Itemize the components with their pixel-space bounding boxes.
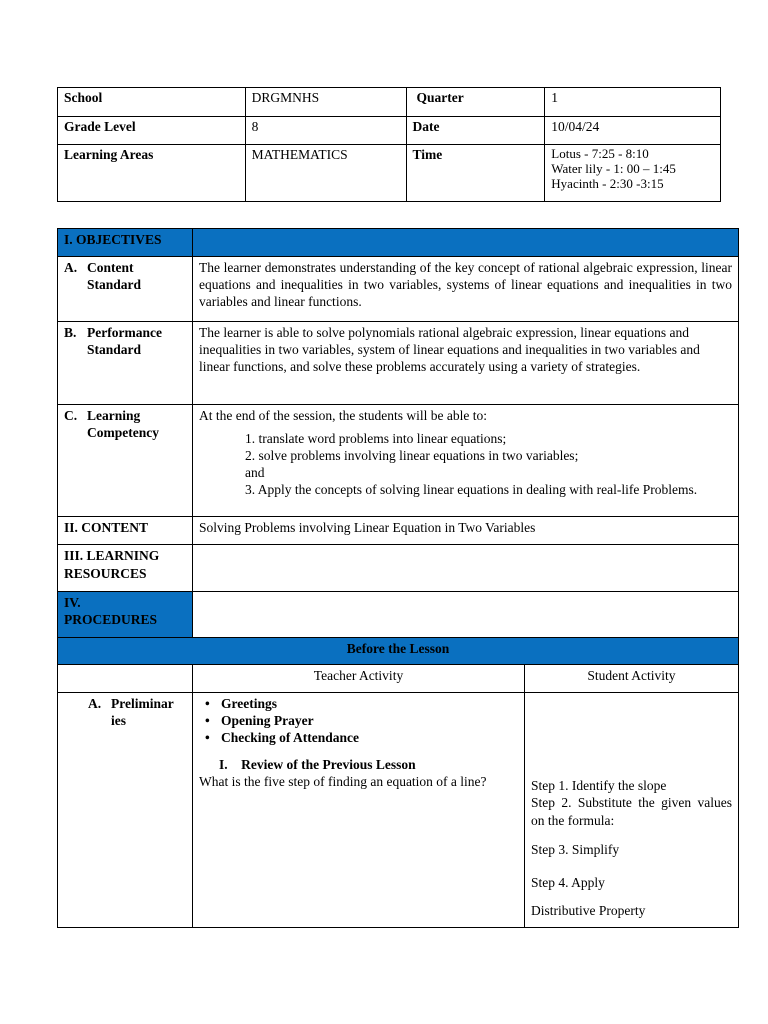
review-question: What is the five step of finding an equation of a line? (199, 774, 487, 789)
preliminaries-label: A. Preliminar ies (58, 693, 193, 928)
performance-standard-label: B. Performance Standard (58, 322, 193, 405)
objectives-heading: I. OBJECTIVES (58, 229, 193, 257)
competency-list (199, 430, 732, 498)
grade-level-value: 8 (245, 117, 406, 145)
step-1: Step 1. Identify the slope (531, 778, 667, 793)
step-4: Step 4. Apply Distributive Property (531, 875, 646, 918)
quarter-value: 1 (545, 88, 721, 117)
content-standard-text: The learner demonstrates understanding of the key concept of rational algebraic expression, linear equations and inequalities in two variables, systems of linear equations and inequalities in two variables and linear functions. (193, 257, 739, 322)
learning-resources-heading: III. LEARNING RESOURCES (58, 545, 193, 592)
procedures-cell (193, 592, 739, 638)
time-label: Time (406, 145, 545, 202)
competency-item-2: 2. solve problems involving linear equations in two variables; (245, 448, 579, 463)
time-line-water-lily: Water lily - 1: 00 – 1:45 (551, 161, 676, 176)
step-3: Step 3. Simplify (531, 842, 620, 857)
learning-competency-text (193, 405, 739, 517)
teacher-activity-header: Teacher Activity (193, 665, 525, 693)
time-line-lotus: Lotus - 7:25 - 8:10 (551, 146, 649, 161)
header-info-table (57, 87, 721, 202)
content-standard-label: A. Content Standard (58, 257, 193, 322)
learning-areas-label: Learning Areas (58, 145, 246, 202)
lesson-plan-table (57, 228, 739, 928)
time-schedule (545, 145, 721, 202)
student-activity-cell (525, 693, 739, 928)
content-text: Solving Problems involving Linear Equation in Two Variables (193, 517, 739, 545)
date-value: 10/04/24 (545, 117, 721, 145)
step-2: Step 2. Substitute the given values on the formula: (531, 795, 732, 828)
student-activity-header: Student Activity (525, 665, 739, 693)
bullet-greetings: • Greetings (221, 695, 518, 712)
teacher-activity-cell (193, 693, 525, 928)
bullet-opening-prayer: • Opening Prayer (221, 712, 518, 729)
competency-intro: At the end of the session, the students will be able to: (199, 408, 487, 423)
learning-competency-label: C. Learning Competency (58, 405, 193, 517)
date-label: Date (406, 117, 545, 145)
performance-standard-text: The learner is able to solve polynomials rational algebraic expression, linear equations and inequalities in two variables, system of linear equations and inequalities in two variables and linear functions, and solve these problems accurately using a variety of strategies. (193, 322, 739, 405)
procedures-heading: IV. PROCEDURES (58, 592, 193, 638)
review-heading: I. Review of the Previous Lesson (219, 757, 416, 772)
competency-item-1: 1. translate word problems into linear equations; (245, 431, 507, 446)
competency-item-3: 3. Apply the concepts of solving linear equations in dealing with real-life Problems. (245, 482, 698, 497)
content-heading: II. CONTENT (58, 517, 193, 545)
time-line-hyacinth: Hyacinth - 2:30 -3:15 (551, 176, 664, 191)
learning-areas-value: MATHEMATICS (245, 145, 406, 202)
competency-and: and (245, 465, 265, 480)
before-the-lesson-banner: Before the Lesson (58, 638, 739, 665)
bullet-checking-attendance: • Checking of Attendance (221, 729, 518, 746)
preliminaries-bullet-list (199, 695, 518, 746)
student-activity-spacer (531, 695, 732, 777)
school-value: DRGMNHS (245, 88, 406, 117)
quarter-label: Quarter (406, 88, 545, 117)
objectives-heading-fill (193, 229, 739, 257)
activity-header-blank (58, 665, 193, 693)
grade-level-label: Grade Level (58, 117, 246, 145)
school-label: School (58, 88, 246, 117)
learning-resources-cell (193, 545, 739, 592)
